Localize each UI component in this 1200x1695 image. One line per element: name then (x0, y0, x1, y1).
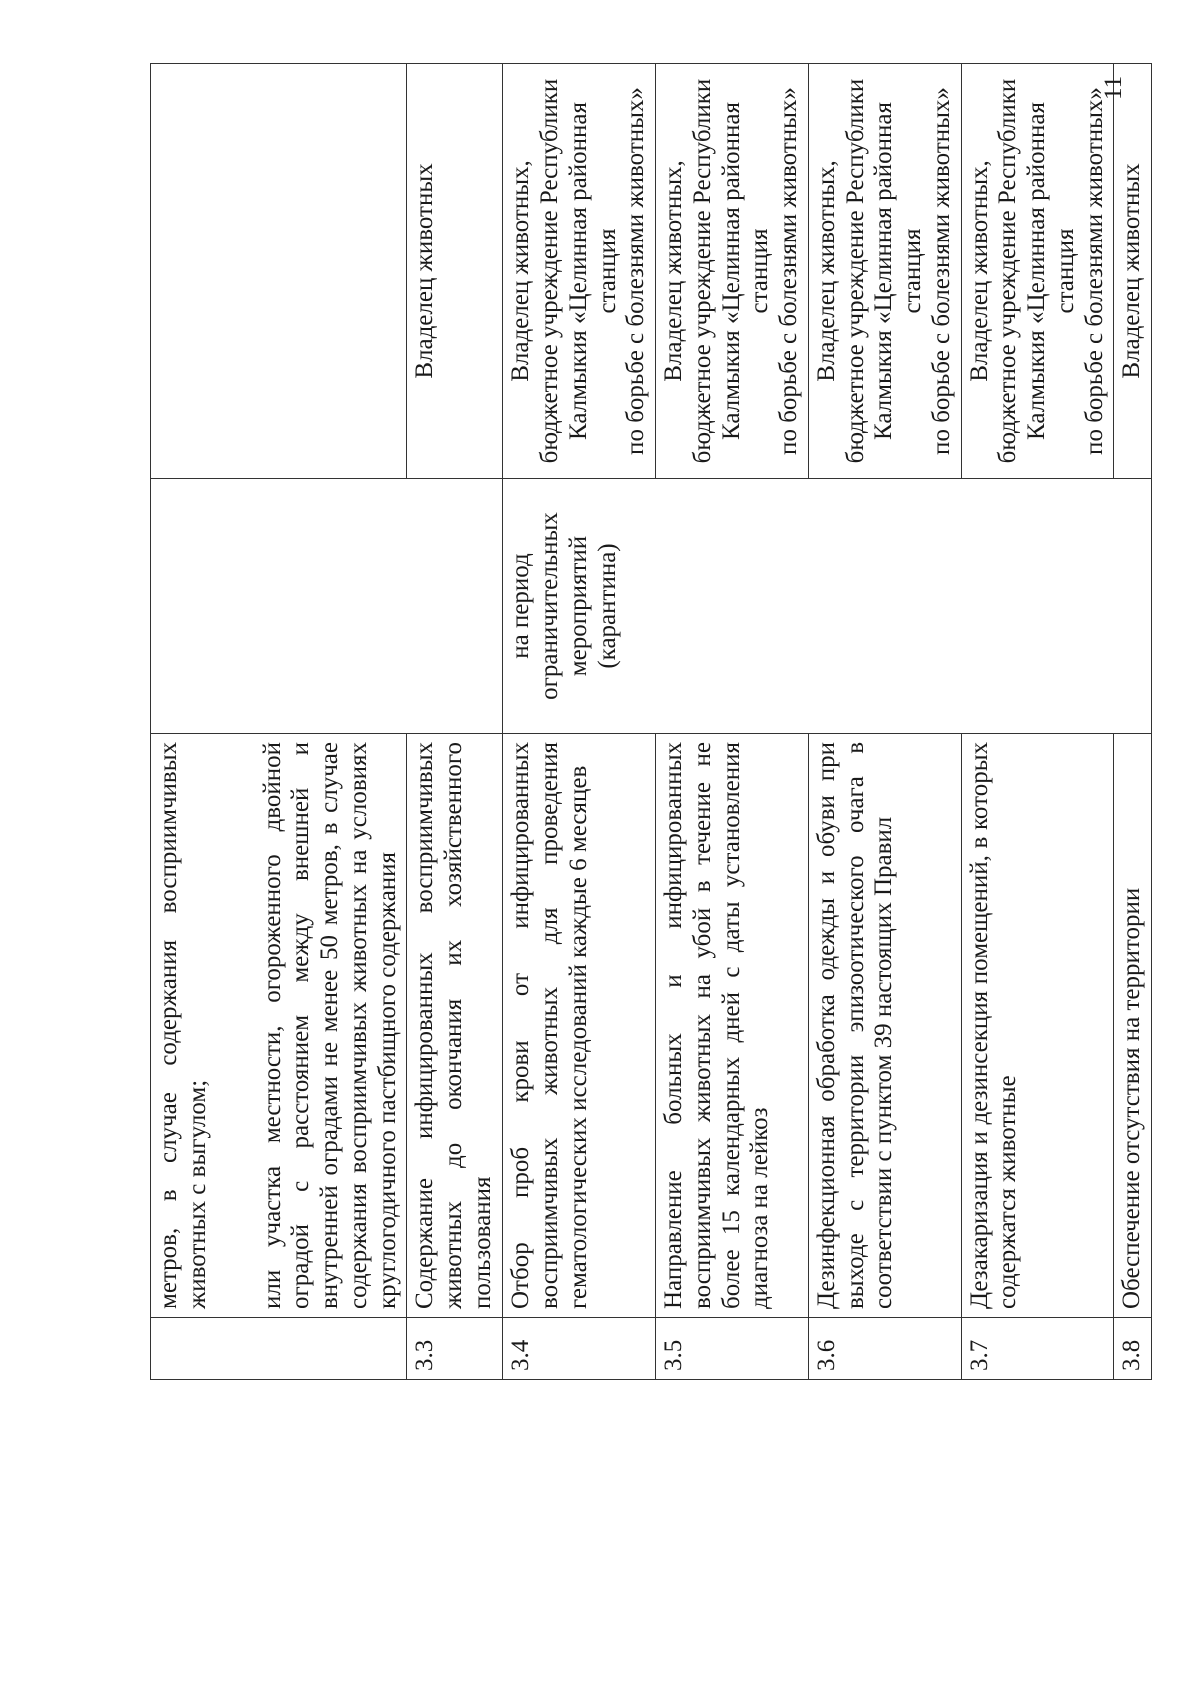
executor-text: бюджетное учреждение Республики (536, 78, 563, 464)
measures-table (150, 63, 1152, 1380)
executor-text: Калмыкия «Целинная районная станция (564, 102, 621, 440)
period-text: мероприятий (564, 535, 592, 677)
executor-text: по борьбе с болезнями животных» (1080, 87, 1108, 455)
measure-description (151, 734, 407, 1318)
row-number: 3.8 (1114, 1318, 1152, 1380)
measure-text: Дезакаризация и дезинсекция помещений, в которых содержатся животные (965, 742, 1022, 1309)
executor-text: бюджетное учреждение Республики (841, 78, 869, 464)
executor-text: Калмыкия «Целинная районная станция (1023, 102, 1079, 440)
executor-cell (961, 64, 1114, 479)
executor-text: Владелец животных, (660, 160, 687, 382)
executor-text: Калмыкия «Целинная районная станция (717, 102, 774, 440)
measure-description (656, 734, 809, 1318)
measure-description (961, 734, 1114, 1318)
row-number (151, 1318, 407, 1380)
measure-text: Направление больных и инфицированных восприимчивых животных на убой в течение не более 15 календарных дней с даты установления диагноза на лейкоз (660, 742, 774, 1309)
page-number: 11 (1100, 75, 1127, 100)
measure-description (407, 734, 503, 1318)
executor-cell (1114, 64, 1152, 479)
executor-text: бюджетное учреждение Республики (688, 78, 716, 464)
executor-text: по борьбе с болезнями животных» (775, 87, 802, 455)
period-text: ограничительных (536, 512, 563, 700)
measure-description (1114, 734, 1152, 1318)
measure-text: метров, в случае содержания восприимчивых животных с выгулом; (155, 742, 211, 1309)
period-text: (карантина) (593, 543, 621, 669)
period-text: на период (507, 553, 535, 659)
executor-cell (503, 64, 656, 479)
measure-text: Дезинфекционная обработка одежды и обуви при выходе с территории эпизоотического очага в соответствии с пунктом 39 настоящих Правил (812, 742, 898, 1309)
table-row (503, 64, 656, 1380)
executor-cell (656, 64, 809, 479)
table-row (151, 64, 407, 1380)
measure-text: Обеспечение отсутствия на территории (1118, 887, 1146, 1309)
paragraph-gap (213, 742, 259, 1309)
measure-text: Содержание инфицированных восприимчивых животных до окончания их хозяйственного пользования (411, 742, 496, 1309)
executor-text: Владелец животных, (965, 160, 993, 382)
row-number: 3.5 (656, 1318, 809, 1380)
executor-cell (407, 64, 503, 479)
executor-text: Калмыкия «Целинная районная станция (870, 102, 926, 440)
executor-text: по борьбе с болезнями животных» (927, 87, 955, 455)
measure-description (808, 734, 961, 1318)
executor-cell-empty (151, 64, 407, 479)
row-number: 3.7 (961, 1318, 1114, 1380)
measure-text: Отбор проб крови от инфицированных восприимчивых животных для проведения гематологических исследований каждые 6 месяцев (507, 742, 592, 1309)
period-cell (503, 479, 1152, 734)
row-number: 3.6 (808, 1318, 961, 1380)
executor-text: бюджетное учреждение Республики (994, 78, 1022, 464)
executor-text: Владелец животных, (812, 160, 840, 382)
executor-cell (808, 64, 961, 479)
row-number: 3.3 (407, 1318, 503, 1380)
row-number: 3.4 (503, 1318, 656, 1380)
executor-text: Владелец животных, (507, 160, 535, 382)
measure-text: или участка местности, огороженного двойной оградой с расстоянием между внешней и внутренней оградами не менее 50 метров, в случае содержания восприимчивых животных на условиях круглогодичного пастбищного содержания (258, 742, 401, 1309)
measure-description (503, 734, 656, 1318)
period-cell-empty (151, 479, 503, 734)
executor-text: по борьбе с болезнями животных» (622, 87, 650, 455)
executor-text: Владелец животных (411, 163, 439, 379)
executor-text: Владелец животных (1118, 163, 1146, 379)
